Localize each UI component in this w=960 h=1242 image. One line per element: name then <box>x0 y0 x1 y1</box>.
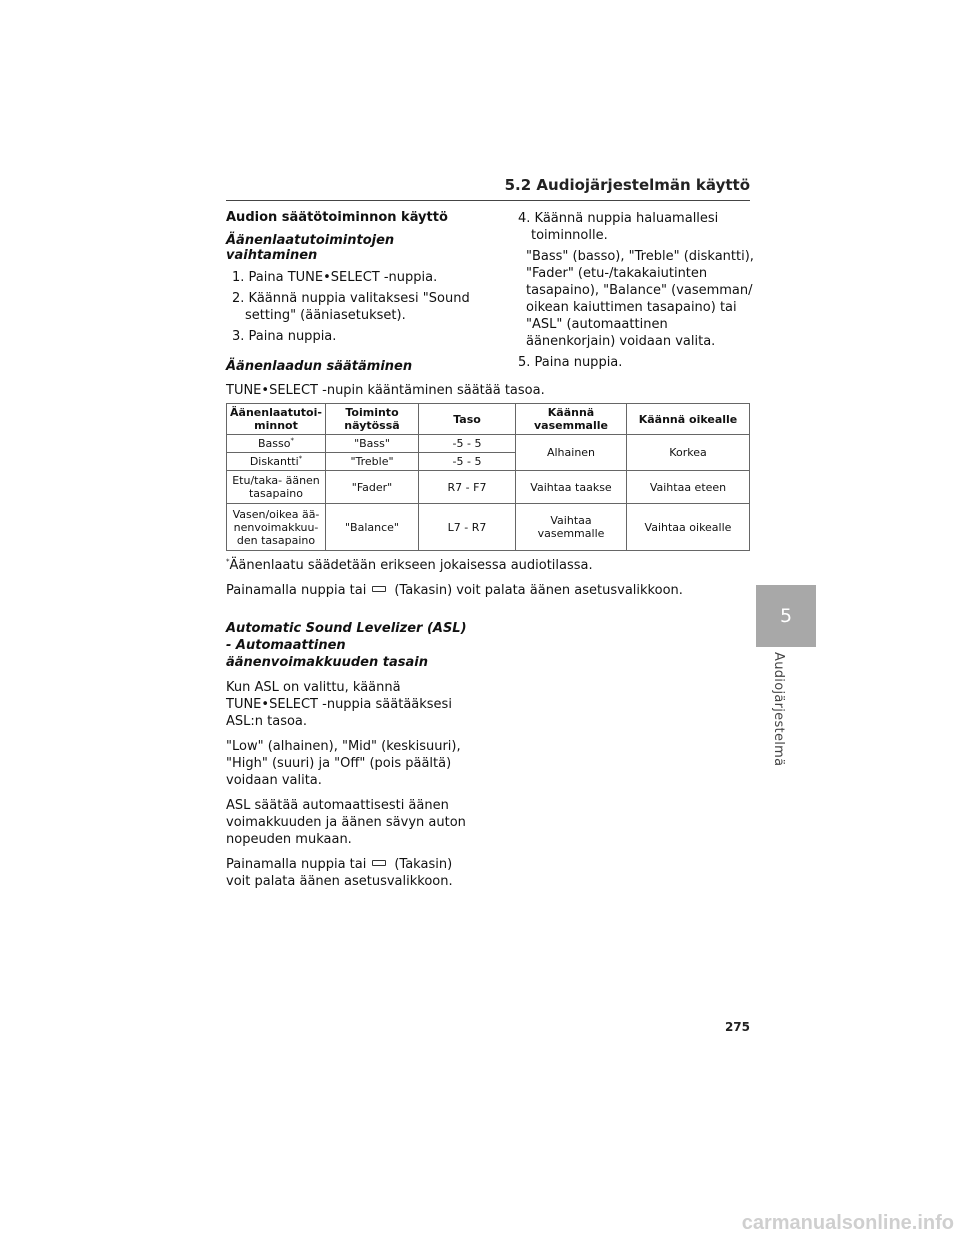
asl-section <box>226 620 476 898</box>
chapter-label: Audiojärjestelmä <box>771 652 786 767</box>
step-item: 3. Paina nuppia. <box>232 329 337 344</box>
column-header: Taso <box>419 404 516 435</box>
back-button-icon <box>372 860 386 866</box>
tone-adjust-heading: Äänenlaadun säätäminen <box>226 359 413 374</box>
table-cell: Alhainen <box>516 435 627 471</box>
steps-list <box>226 269 476 345</box>
back-text-before: Painamalla nuppia tai <box>226 583 367 598</box>
mode-label: Basso <box>258 437 291 450</box>
table-cell: Etu/taka- äänen tasapaino <box>227 471 326 504</box>
table-cell: Vaihtaa eteen <box>627 471 750 504</box>
tone-section <box>226 359 756 607</box>
table-row <box>227 471 750 504</box>
asl-paragraph: "Low" (alhainen), "Mid" (keskisuuri), "High" (suuri) ja "Off" (pois päältä) voidaan valita. <box>226 739 461 788</box>
table-cell <box>227 453 326 471</box>
right-column <box>512 210 756 375</box>
table-cell: Vaihtaa taakse <box>516 471 627 504</box>
table-cell: "Treble" <box>326 453 419 471</box>
column-header: Toiminto näytössä <box>326 404 419 435</box>
tone-table <box>226 403 750 551</box>
table-cell: -5 - 5 <box>419 435 516 453</box>
page-number: 275 <box>724 1020 750 1034</box>
column-header: Käännä oikealle <box>627 404 750 435</box>
steps-list-continued <box>512 210 756 244</box>
switch-tone-mode-subheading: Äänenlaatutoimintojen vaihtaminen <box>226 233 395 263</box>
step-item: 5. Paina nuppia. <box>518 355 623 370</box>
asl-heading: Automatic Sound Levelizer (ASL) - Automaattinen äänenvoimakkuuden tasain <box>226 621 467 670</box>
table-header-row <box>227 404 750 435</box>
step-item: 1. Paina TUNE•SELECT -nuppia. <box>232 270 438 285</box>
tone-intro: TUNE•SELECT -nupin kääntäminen säätää tasoa. <box>226 383 545 398</box>
back-text-after: (Takasin) voit palata äänen asetusvalikkoon. <box>226 857 453 889</box>
table-cell: "Balance" <box>326 504 419 551</box>
table-cell: L7 - R7 <box>419 504 516 551</box>
left-column <box>226 210 476 349</box>
table-cell: Vasen/oikea ää-nenvoimakkuu-den tasapaino <box>227 504 326 551</box>
back-instruction <box>226 582 756 599</box>
step-item: 4. Käännä nuppia haluamallesi toiminnolle. <box>518 211 719 243</box>
table-cell: -5 - 5 <box>419 453 516 471</box>
header-divider <box>226 200 750 201</box>
table-cell: Vaihtaa oikealle <box>627 504 750 551</box>
section-header: 5.2 Audiojärjestelmän käyttö <box>504 176 750 194</box>
footnote-marker: * <box>298 454 303 463</box>
step-item: 2. Käännä nuppia valitaksesi "Sound setting" (ääniasetukset). <box>232 291 470 323</box>
back-text-before: Painamalla nuppia tai <box>226 857 367 872</box>
column-header: Käännä vasemmalle <box>516 404 627 435</box>
asl-paragraph: ASL säätää automaattisesti äänen voimakkuuden ja äänen sävyn auton nopeuden mukaan. <box>226 798 466 847</box>
footnote-text: Äänenlaatu säädetään erikseen jokaisessa audiotilassa. <box>229 558 593 573</box>
table-cell: Korkea <box>627 435 750 471</box>
table-cell: "Fader" <box>326 471 419 504</box>
footnote-marker: * <box>226 557 230 566</box>
table-cell: "Bass" <box>326 435 419 453</box>
step4-detail: "Bass" (basso), "Treble" (diskantti), "Fader" (etu-/takakaiutinten tasapaino), "Balance" (vasemman/ oikean kaiuttimen tasapaino) tai "ASL" (automaattinen äänenkorjain) voidaan valita. <box>526 249 754 349</box>
table-cell <box>227 435 326 453</box>
audio-settings-heading: Audion säätötoiminnon käyttö <box>226 210 448 225</box>
chapter-tab: 5 <box>756 585 816 647</box>
table-row <box>227 504 750 551</box>
watermark: carmanualsonline.info <box>741 1212 954 1234</box>
asl-paragraph: Kun ASL on valittu, käännä TUNE•SELECT -nuppia säätääksesi ASL:n tasoa. <box>226 680 452 729</box>
mode-label: Diskantti <box>249 455 299 468</box>
table-cell: R7 - F7 <box>419 471 516 504</box>
asl-back-instruction <box>226 856 476 890</box>
footnote-marker: * <box>290 436 294 445</box>
table-cell: Vaihtaa vasemmalle <box>516 504 627 551</box>
column-header: Äänenlaatutoi-minnot <box>227 404 326 435</box>
back-button-icon <box>372 586 386 592</box>
footnote <box>226 557 756 574</box>
back-text-after: (Takasin) voit palata äänen asetusvalikkoon. <box>394 583 683 598</box>
table-row <box>227 435 750 453</box>
